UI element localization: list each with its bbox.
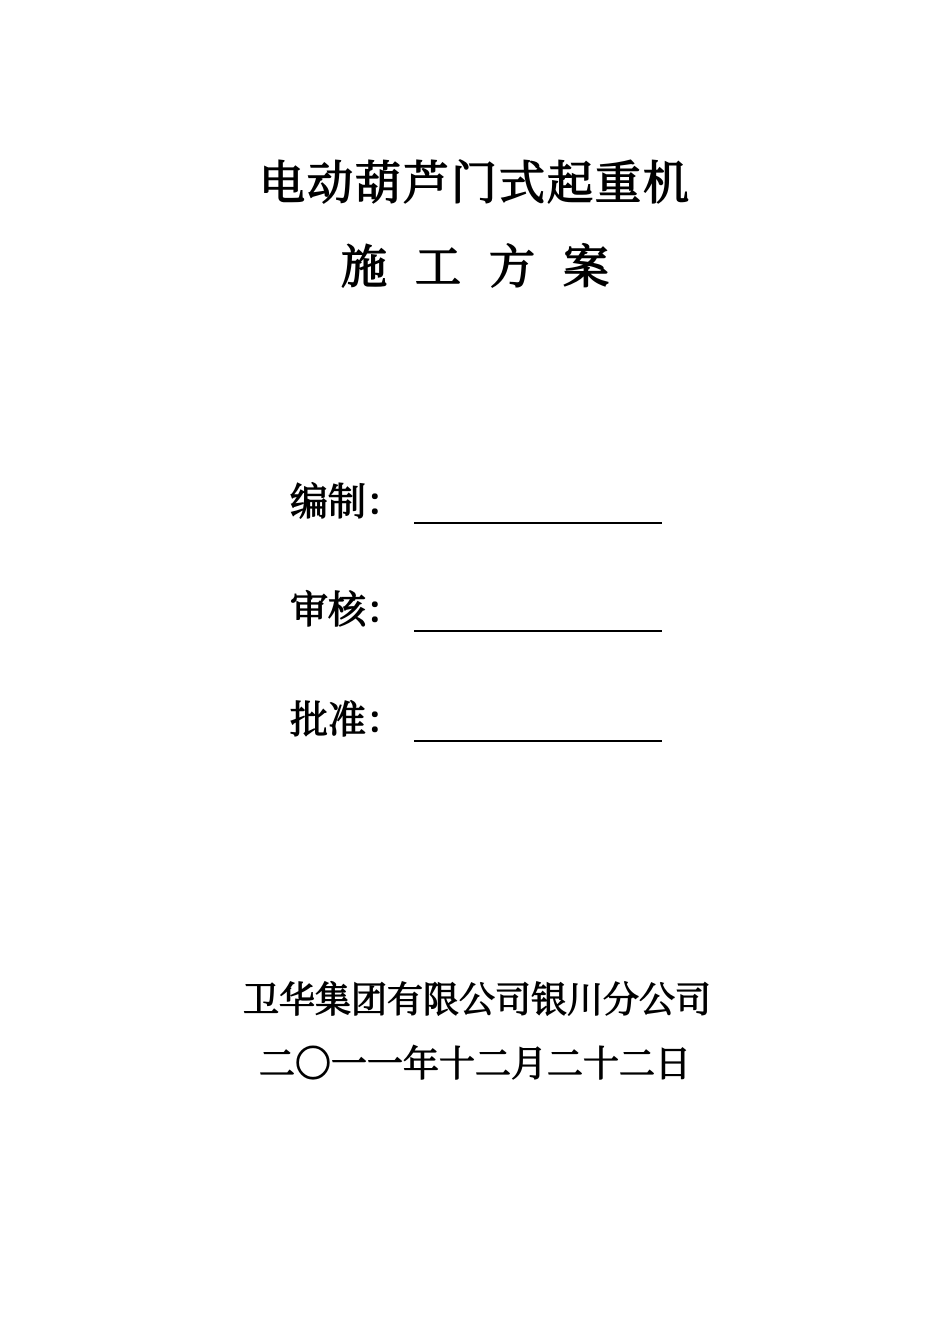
signature-line-approved (414, 740, 662, 742)
signature-line-reviewed (414, 630, 662, 632)
signature-line-prepared (414, 522, 662, 524)
document-title: 电动葫芦门式起重机 (259, 156, 691, 210)
signature-label-reviewed: 审核： (290, 587, 405, 632)
signature-row-approved (290, 696, 670, 744)
signature-label-prepared: 编制： (290, 479, 405, 524)
signature-label-approved: 批准： (290, 697, 405, 742)
signature-row-prepared (290, 478, 670, 526)
organization-name: 卫华集团有限公司银川分公司 (242, 979, 711, 1021)
document-subtitle: 施工方案 (341, 240, 637, 294)
document-date: 二〇一一年十二月二十二日 (258, 1043, 691, 1085)
signature-row-reviewed (290, 586, 670, 634)
